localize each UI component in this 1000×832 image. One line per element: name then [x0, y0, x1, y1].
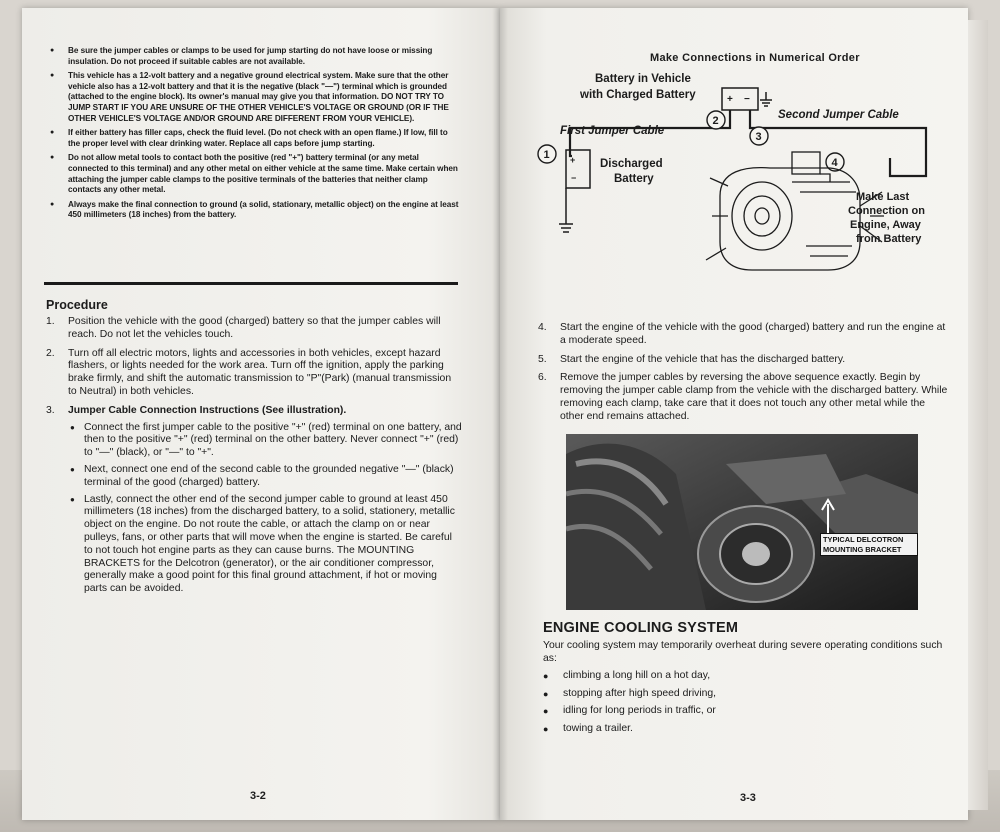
jump-start-diagram — [530, 66, 960, 316]
page-number: 3-2 — [250, 790, 266, 802]
procedure-step — [46, 316, 462, 342]
last-connection-label-3: Engine, Away — [850, 219, 921, 231]
page-number: 3-3 — [740, 792, 756, 804]
step-number-3: 3 — [755, 131, 762, 143]
charged-battery-label-1: Battery in Vehicle — [595, 73, 691, 85]
step-number: 1. — [46, 316, 55, 327]
step-title: Jumper Cable Connection Instructions (See illustration). — [68, 404, 347, 416]
procedure-step — [46, 405, 462, 596]
procedure-step — [46, 348, 462, 399]
book-spine — [492, 8, 508, 820]
substep-item: ● Lastly, connect the other end of the second jumper cable to ground at least 450 millimeters (18 inches) from the discharged battery, to a solid, stationery, metallic object on the engine. Do not route the cable, or attach the clamp on or near pulleys, fans, or other parts that will move when the engine is started. Be careful to not touch hot engine parts as they can cause burns. The MOUNTING BRACKETS for the Delcotron (generator), or the air conditioner compressor, generally make a good point for this final ground attachment, if hot or moving parts can be avoided. — [68, 494, 462, 596]
removal-steps-list — [538, 322, 948, 430]
svg-text:−: − — [571, 173, 577, 183]
discharged-label-2: Battery — [614, 173, 654, 185]
last-connection-label-2: Connection on — [848, 205, 925, 217]
cooling-intro: Your cooling system may temporarily overheat during severe operating conditions such as: — [543, 640, 943, 664]
substep-list — [68, 422, 462, 596]
warning-item: ● If either battery has filler caps, check the fluid level. (Do not check with an open flame.) If low, fill to the proper level with clear drinking water. Replace all caps before jump starting. — [48, 128, 460, 149]
step-text: Start the engine of the vehicle that has the discharged battery. — [560, 353, 846, 365]
warning-item: ● This vehicle has a 12-volt battery and a negative ground electrical system. Make sure that the other vehicle also has a 12-volt battery and that it is the negative (black "—") terminal which is grounded (attached to the engine block). Its owner's manual may give you that information. DO NOT TRY TO JUMP START IF YOU ARE UNSURE OF THE OTHER VEHICLE'S VOLTAGE OR GROUND (OR IF THE OTHER VEHICLE'S VOLTAGE AND/OR GROUND ARE DIFFERENT FROM YOUR VEHICLE). — [48, 71, 460, 124]
step-number: 4. — [538, 322, 547, 333]
step-number: 2. — [46, 347, 55, 359]
warning-list — [48, 46, 460, 225]
delcotron-photo — [566, 434, 918, 610]
cooling-heading: ENGINE COOLING SYSTEM — [543, 620, 739, 636]
warning-item: ● Always make the final connection to ground (a solid, stationary, metallic object) on the engine at least 450 millimeters (18 inches) from the battery. — [48, 200, 460, 221]
step-number: 3. — [46, 404, 55, 416]
list-item: ● towing a trailer. — [543, 723, 716, 736]
substep-item: ● Connect the first jumper cable to the positive "+" (red) terminal on one battery, and then to the positive "+" (red) terminal on the other battery. Never connect "+" (red) to "—" (black), or "—" to "+". — [68, 422, 462, 460]
cooling-conditions-list — [543, 670, 716, 740]
step-number: 6. — [538, 372, 547, 384]
step-text: Start the engine of the vehicle with the good (charged) battery and run the engine at a moderate speed. — [560, 322, 946, 346]
first-cable-label: First Jumper Cable — [560, 125, 665, 137]
last-connection-label-4: from Battery — [856, 233, 922, 245]
list-item: ● idling for long periods in traffic, or — [543, 705, 716, 718]
warning-item: ● Be sure the jumper cables or clamps to be used for jump starting do not have loose or missing insulation. Do not proceed if suitable cables are not available. — [48, 46, 460, 67]
procedure-list — [46, 316, 462, 602]
charged-battery-label-2: with Charged Battery — [580, 89, 696, 101]
procedure-step — [538, 354, 948, 367]
step-text: Turn off all electric motors, lights and accessories in both vehicles, except hazard flashers, or lights needed for the work area. Turn off the ignition, apply the parking brake firmly, and shift the automatic transmission to "P"(Park) (manual transmission to Neutral) in both vehicles. — [68, 347, 452, 397]
procedure-heading: Procedure — [46, 298, 108, 312]
list-item: ● climbing a long hill on a hot day, — [543, 670, 716, 683]
discharged-label-1: Discharged — [600, 158, 663, 170]
substep-item: ● Next, connect one end of the second cable to the grounded negative "—" (black) terminal of the good (charged) battery. — [68, 464, 462, 490]
diagram-title: Make Connections in Numerical Order — [650, 52, 860, 64]
section-divider — [44, 282, 458, 285]
last-connection-label-1: Make Last — [856, 191, 910, 203]
step-number-1: 1 — [543, 149, 550, 161]
charged-minus: − — [744, 94, 750, 105]
photo-caption: TYPICAL DELCOTRON MOUNTING BRACKET — [820, 533, 918, 556]
list-item: ● stopping after high speed driving, — [543, 688, 716, 701]
page-edges — [968, 20, 988, 810]
procedure-step — [538, 372, 948, 423]
step-number-2: 2 — [712, 115, 719, 127]
procedure-step — [538, 322, 948, 348]
step-text: Remove the jumper cables by reversing the above sequence exactly. Begin by removing the jumper cable clamp from the vehicle with the discharged battery. While removing each clamp, take care that it does not touch any other metal while the other end remains attached. — [560, 372, 948, 422]
step-text: Position the vehicle with the good (charged) battery so that the jumper cables will reach. Do not let the vehicles touch. — [68, 316, 441, 340]
step-number: 5. — [538, 353, 547, 365]
charged-plus: + — [727, 94, 733, 105]
svg-text:+: + — [570, 155, 576, 165]
step-number-4: 4 — [831, 157, 838, 169]
second-cable-label: Second Jumper Cable — [778, 109, 899, 121]
warning-item: ● Do not allow metal tools to contact both the positive (red "+") battery terminal (or any metal connected to this terminal) and any other metal on either vehicle at the same time. Make certain when attaching the jumper cable clamps to the positive terminals of the batteries that neither clamp contacts any other metal. — [48, 153, 460, 195]
